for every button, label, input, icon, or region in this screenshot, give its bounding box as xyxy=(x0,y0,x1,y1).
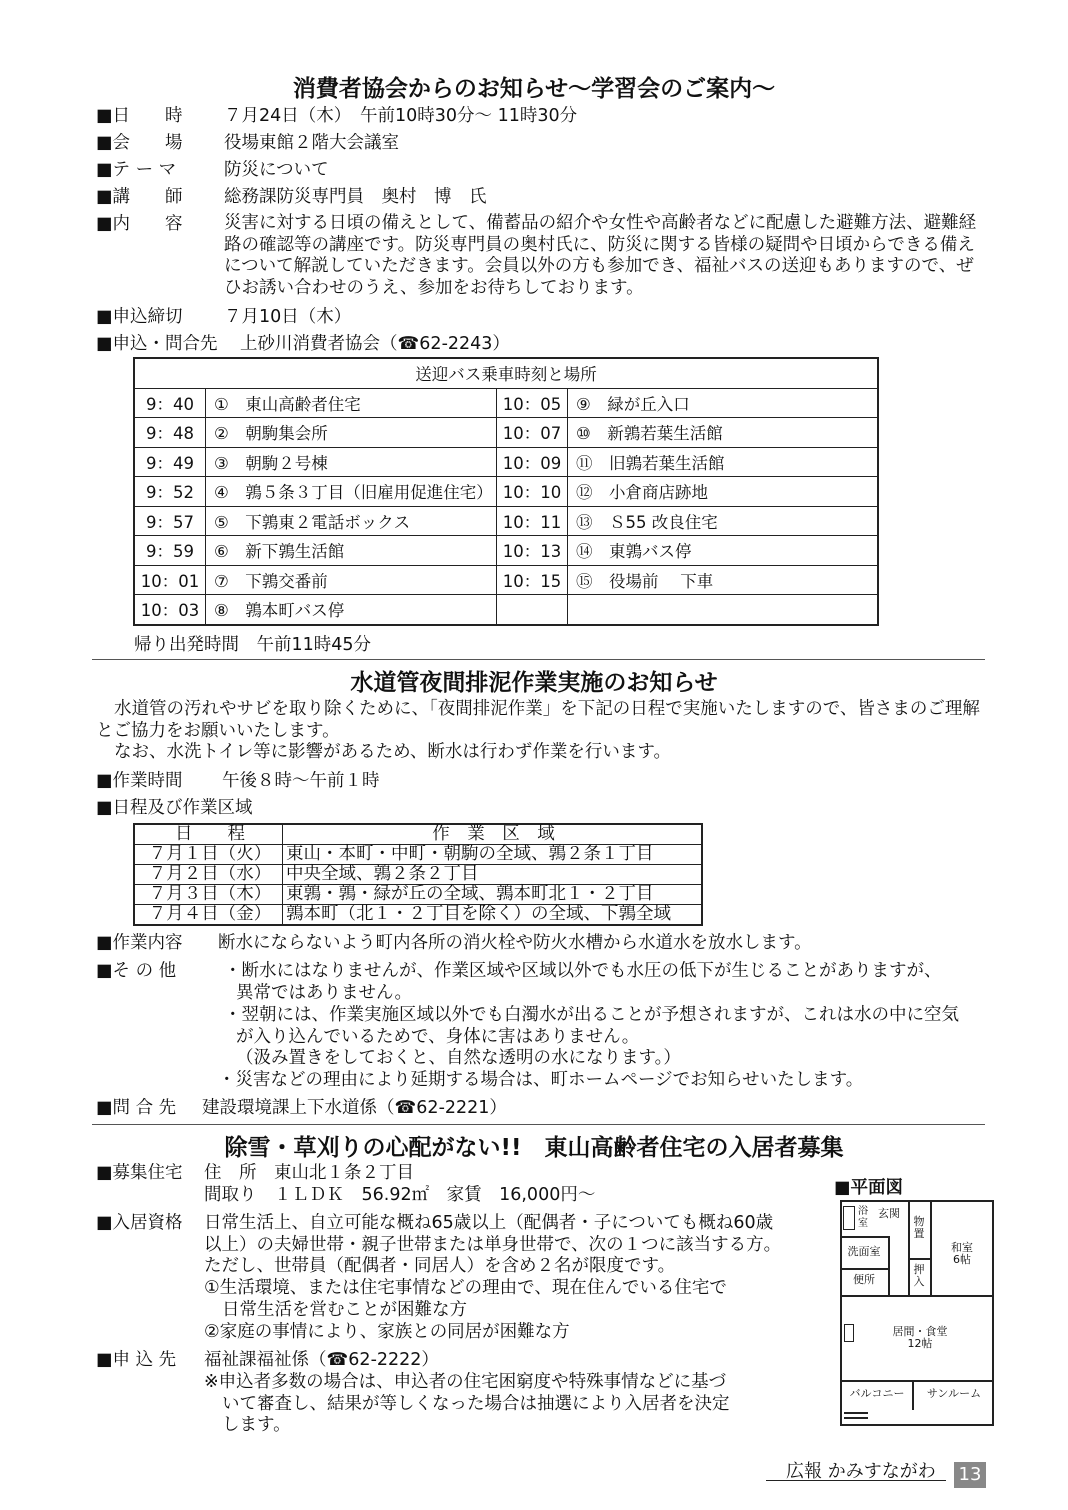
work-schedule-table xyxy=(133,823,703,926)
footer-publication: 広報 かみすながわ xyxy=(786,1461,936,1482)
bus-time-2 xyxy=(497,595,568,625)
bus-row xyxy=(134,477,878,507)
living-room-label: 居間・食堂 12帖 xyxy=(892,1325,948,1350)
lecturer-value: 総務課防災専門員 奥村 博 氏 xyxy=(224,187,487,207)
schedule-area: 鶉本町（北１・２丁目を除く）の全域、下鶉全域 xyxy=(283,905,703,926)
schedule-date: ７月３日（木） xyxy=(134,885,283,905)
bus-row xyxy=(134,565,878,595)
sunroom-label: サンルーム xyxy=(926,1387,982,1400)
bus-stop-2: ⑫ 小倉商店跡地 xyxy=(568,477,879,507)
divider-2 xyxy=(92,1124,985,1125)
hours-label: ■作業時間 xyxy=(96,771,183,791)
bus-stop-1: ⑦ 下鶉交番前 xyxy=(206,565,497,595)
bus-time-2: 10：11 xyxy=(497,506,568,536)
schedule-area: 中央全域、鶉２条２丁目 xyxy=(283,865,703,885)
bus-time-1: 9：57 xyxy=(134,506,206,536)
other-note-1b: 異常ではありません。 xyxy=(236,983,413,1003)
wall-i xyxy=(912,1382,914,1410)
bus-stop-2: ⑭ 東鶉バス停 xyxy=(568,536,879,566)
venue-value: 役場東館２階大会議室 xyxy=(224,133,399,153)
schedule-row xyxy=(134,845,702,865)
housing-label: ■募集住宅 xyxy=(96,1163,183,1183)
bathtub-icon xyxy=(843,1206,855,1230)
other-note-2: ・翌朝には、作業実施区域以外でも白濁水が出ることが予想されますが、これは水の中に空気 xyxy=(224,1005,959,1025)
bus-time-1: 9：59 xyxy=(134,536,206,566)
bus-time-1: 10：01 xyxy=(134,565,206,595)
bus-row xyxy=(134,418,878,448)
bus-stop-2: ⑮ 役場前 下車 xyxy=(568,565,879,595)
water-intro-2: なお、水洗トイレ等に影響があるため、断水は行わず作業を行います。 xyxy=(114,742,672,762)
schedule-date: ７月１日（火） xyxy=(134,845,283,865)
bus-stop-1: ④ 鶉５条３丁目（旧雇用促進住宅） xyxy=(206,477,497,507)
floorplan-title: ■平面図 xyxy=(834,1178,904,1198)
bus-time-1: 9：49 xyxy=(134,447,206,477)
bus-row xyxy=(134,447,878,477)
hours-value: 午後８時～午前１時 xyxy=(222,771,380,791)
bus-stop-1: ② 朝駒集会所 xyxy=(206,418,497,448)
schedule-area: 東山・本町・中町・朝駒の全域、鶉２条１丁目 xyxy=(283,845,703,865)
bus-stop-1: ⑧ 鶉本町バス停 xyxy=(206,595,497,625)
bus-row xyxy=(134,536,878,566)
bus-table-title: 送迎バス乗車時刻と場所 xyxy=(134,358,878,388)
kitchen-icon xyxy=(844,1324,854,1342)
schedule-row xyxy=(134,865,702,885)
date-value: ７月24日（木） 午前10時30分～ 11時30分 xyxy=(224,106,578,126)
storage-label: 物置 xyxy=(913,1215,925,1240)
qualification-3: ただし、世帯員（配偶者・同居人）を含め２名が限度です。 xyxy=(204,1256,676,1276)
lecturer-label: ■講 師 xyxy=(96,187,183,207)
schedule-row xyxy=(134,905,702,926)
bus-stop-1: ③ 朝駒２号棟 xyxy=(206,447,497,477)
bus-time-1: 9：48 xyxy=(134,418,206,448)
apply-note-2: いて審査し、結果が等しくなった場合は抽選により入居者を決定 xyxy=(222,1394,730,1414)
section1-title: 消費者協会からのお知らせ～学習会のご案内～ xyxy=(292,76,776,102)
other-label: ■そ の 他 xyxy=(96,961,177,981)
work-value: 断水にならないよう町内各所の消火栓や防火水槽から水道水を放水します。 xyxy=(218,933,812,953)
bus-row xyxy=(134,595,878,625)
bus-time-2: 10：07 xyxy=(497,418,568,448)
washroom-label: 洗面室 xyxy=(847,1245,881,1258)
bus-stop-2 xyxy=(568,595,879,625)
bus-stop-2: ⑨ 緑が丘入口 xyxy=(568,388,879,418)
japanese-room-label: 和室 6帖 xyxy=(951,1241,973,1266)
floorplan xyxy=(840,1200,994,1426)
schedule-label: ■日程及び作業区域 xyxy=(96,798,253,818)
bus-stop-1: ⑤ 下鶉東２電話ボックス xyxy=(206,506,497,536)
apply-label: ■申 込 先 xyxy=(96,1350,177,1370)
qualification-1: 日常生活上、自立可能な概ね65歳以上（配偶者・子についても概ね60歳 xyxy=(204,1213,774,1233)
section3-title: 除雪・草刈りの心配がない!! 東山高齢者住宅の入居者募集 xyxy=(224,1135,844,1161)
deadline-value: ７月10日（木） xyxy=(224,307,352,327)
date-label: ■日 時 xyxy=(96,106,183,126)
qualification-label: ■入居資格 xyxy=(96,1213,183,1233)
balcony-label: バルコニー xyxy=(849,1387,905,1400)
wall-g xyxy=(908,1258,932,1260)
qualification-2: 以上）の夫婦世帯・親子世帯または単身世帯で、次の１つに該当する方。 xyxy=(204,1235,782,1255)
section2-title: 水道管夜間排泥作業実施のお知らせ xyxy=(350,670,718,696)
content-label: ■内 容 xyxy=(96,214,183,234)
other-note-2b: が入り込んでいるためで、身体に害はありません。 xyxy=(236,1027,640,1047)
apply-value: 福祉課福祉係（☎62-2222） xyxy=(204,1350,439,1370)
bus-row xyxy=(134,506,878,536)
entrance-label: 玄関 xyxy=(878,1207,900,1220)
page-number-badge: 13 xyxy=(954,1462,986,1488)
return-time: 帰り出発時間 午前11時45分 xyxy=(134,635,372,655)
schedule-date: ７月４日（金） xyxy=(134,905,283,926)
housing-layout: 間取り １ＬＤＫ 56.92㎡ 家賃 16,000円～ xyxy=(204,1185,596,1205)
schedule-area: 東鶉・鶉・緑が丘の全域、鶉本町北１・２丁目 xyxy=(283,885,703,905)
qualification-4: ①生活環境、または住宅事情などの理由で、現在住んでいる住宅で xyxy=(204,1278,727,1298)
divider-1 xyxy=(92,659,985,660)
bath-label: 浴室 xyxy=(858,1206,868,1229)
bus-time-2: 10：15 xyxy=(497,565,568,595)
closet-label: 押入 xyxy=(913,1263,925,1288)
bus-time-1: 10：03 xyxy=(134,595,206,625)
deadline-label: ■申込締切 xyxy=(96,307,183,327)
toilet-label: 便所 xyxy=(853,1273,875,1286)
theme-label: ■テ ー マ xyxy=(96,160,177,180)
bus-stop-2: ⑬ Ｓ55 改良住宅 xyxy=(568,506,879,536)
bus-time-1: 9：52 xyxy=(134,477,206,507)
theme-value: 防災について xyxy=(224,160,329,180)
bus-time-2: 10：10 xyxy=(497,477,568,507)
other-note-3: ・災害などの理由により延期する場合は、町ホームページでお知らせいたします。 xyxy=(218,1070,864,1090)
wall-a xyxy=(908,1200,910,1296)
housing-address: 住 所 東山北１条２丁目 xyxy=(204,1163,414,1183)
apply-note-1: ※申込者多数の場合は、申込者の住宅困窮度や特殊事情などに基づ xyxy=(204,1372,727,1392)
water-intro-1: 水道管の汚れやサビを取り除くために、「夜間排泥作業」を下記の日程で実施いたしますので、皆さまのご理解とご協力をお願いいたします。 xyxy=(96,699,980,741)
bus-time-2: 10：13 xyxy=(497,536,568,566)
bus-time-2: 10：05 xyxy=(497,388,568,418)
schedule-head-area: 作 業 区 域 xyxy=(283,824,703,845)
bus-table-title-row xyxy=(134,358,878,388)
bus-stop-1: ① 東山高齢者住宅 xyxy=(206,388,497,418)
wall-h xyxy=(840,1380,994,1382)
venue-label: ■会 場 xyxy=(96,133,183,153)
other-note-1: ・断水にはなりませんが、作業区域や区域以外でも水圧の低下が生じることがありますが、 xyxy=(224,961,942,981)
content-value: 災害に対する日頃の備えとして、備蓄品の紹介や女性や高齢者などに配慮した避難方法、避難経路の確認等の講座です。防災専門員の奥村氏に、防災に関する皆様の疑問や日頃からできる備えについて解説していただきます。会員以外の方も参加でき、福祉バスの送迎もありますので、ぜひお誘い合わせのうえ、参加をお待ちしております。 xyxy=(224,213,977,298)
apply-note-3: します。 xyxy=(222,1415,291,1435)
wall-e xyxy=(840,1268,890,1270)
schedule-head-date: 日 程 xyxy=(134,824,283,845)
schedule-header-row xyxy=(134,824,702,845)
bus-schedule-table xyxy=(133,357,879,626)
contact-value: 上砂川消費者協会（☎62-2243） xyxy=(240,334,510,354)
bus-time-2: 10：09 xyxy=(497,447,568,477)
bus-row xyxy=(134,388,878,418)
wall-d xyxy=(840,1236,890,1238)
work-label: ■作業内容 xyxy=(96,933,183,953)
steps-2 xyxy=(844,1417,868,1419)
water-contact-label: ■問 合 先 xyxy=(96,1098,177,1118)
schedule-date: ７月２日（水） xyxy=(134,865,283,885)
wall-f xyxy=(888,1236,890,1296)
schedule-row xyxy=(134,885,702,905)
contact-label: ■申込・問合先 xyxy=(96,334,218,354)
other-note-2c: （汲み置きをしておくと、自然な透明の水になります。） xyxy=(236,1048,681,1068)
qualification-5: 日常生活を営むことが困難な方 xyxy=(222,1300,467,1320)
bus-time-1: 9：40 xyxy=(134,388,206,418)
qualification-6: ②家庭の事情により、家族との同居が困難な方 xyxy=(204,1322,570,1342)
steps-1 xyxy=(844,1412,868,1414)
wall-c xyxy=(840,1295,994,1297)
bus-stop-2: ⑪ 旧鶉若葉生活館 xyxy=(568,447,879,477)
bus-stop-1: ⑥ 新下鶉生活館 xyxy=(206,536,497,566)
water-contact-value: 建設環境課上下水道係（☎62-2221） xyxy=(202,1098,507,1118)
bus-stop-2: ⑩ 新鶉若葉生活館 xyxy=(568,418,879,448)
